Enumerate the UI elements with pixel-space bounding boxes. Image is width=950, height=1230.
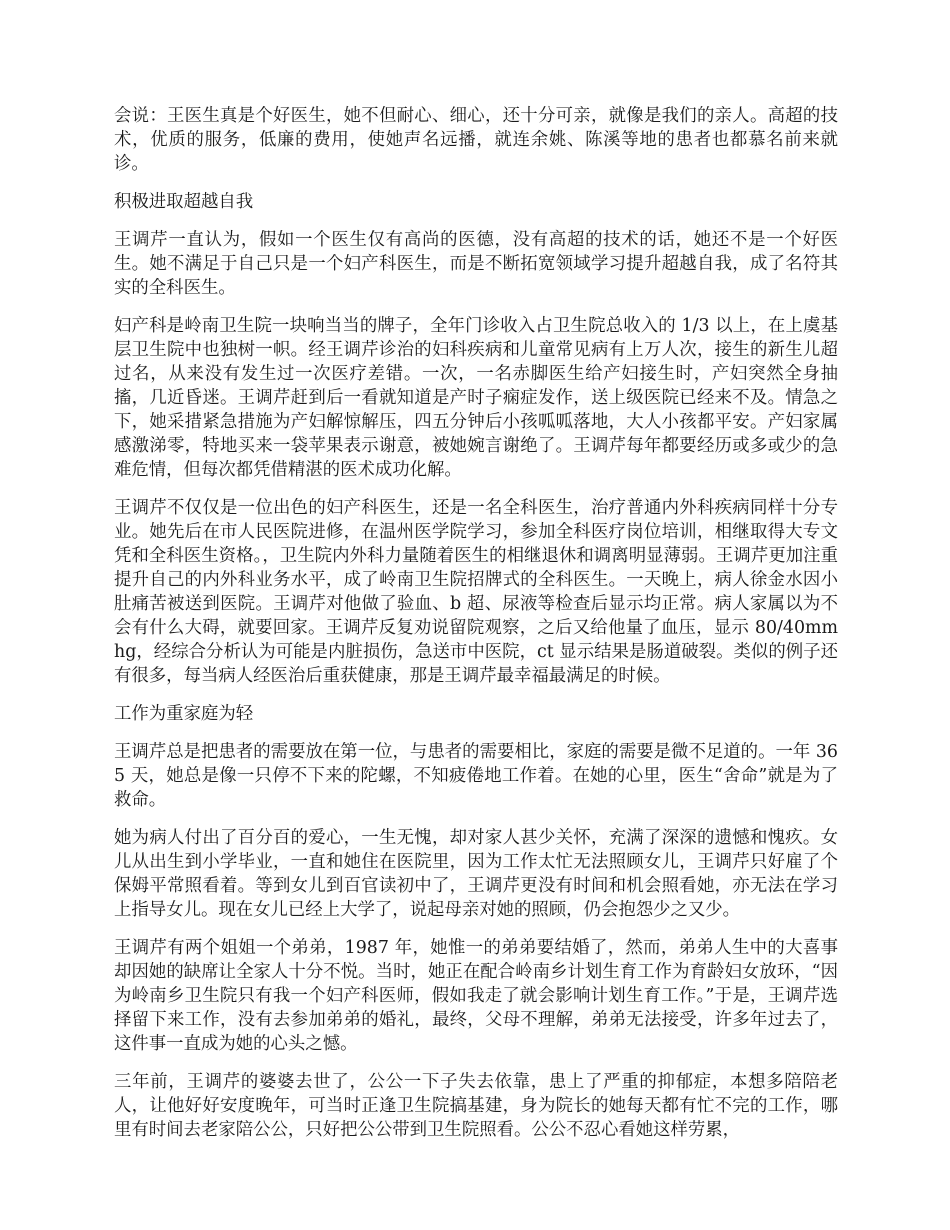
section-heading-self-improvement: 积极进取超越自我 — [114, 192, 254, 212]
paragraph-internal-medicine: 王调芹不仅仅是一位出色的妇产科医生，还是一名全科医生，治疗普通内外科疾病同样十分专业。她先后在市人民医院进修，在温州医学院学习，参加全科医疗岗位培训，相继取得大专文凭和全科医生资格。，卫生院内外科力量随着医生的相继退休和调离明显薄弱。王调芹更加注重提升自己的内外科业务水平，成了岭南卫生院招牌式的全科医生。一天晚上，病人徐金水因小肚痛苦被送到医院。王调芹对他做了验血、b 超、尿液等检查后显示均正常。病人家属以为不会有什么大碍，就要回家。王调芹反复劝说留院观察，之后又给他量了血压，显示 80/40mmhg，经综合分析认为可能是内脏损伤，急送市中医院，ct 显示结果是肠道破裂。类似的例子还有很多，每当病人经医治后重获健康，那是王调芹最幸福最满足的时候。 — [114, 498, 838, 686]
paragraph-daughter: 她为病人付出了百分百的爱心，一生无愧，却对家人甚少关怀，充满了深深的遗憾和愧疚。女儿从出生到小学毕业，一直和她住在医院里，因为工作太忙无法照顾女儿，王调芹只好雇了个保姆平常照看着。等到女儿到百官读初中了，王调芹更没有时间和机会照看她，亦无法在学习上指导女儿。现在女儿已经上大学了，说起母亲对她的照顾，仍会抱怨少之又少。 — [114, 828, 838, 920]
paragraph-father-in-law: 三年前，王调芹的婆婆去世了，公公一下子失去依靠，患上了严重的抑郁症，本想多陪陪老人，让他好好安度晚年，可当时正逢卫生院搞基建，身为院长的她每天都有忙不完的工作，哪里有时间去老家陪公公，只好把公公带到卫生院照看。公公不忍心看她这样劳累， — [114, 1072, 838, 1140]
section-heading-work-first: 工作为重家庭为轻 — [114, 704, 254, 724]
document-page — [114, 104, 838, 1156]
paragraph-patients-first: 王调芹总是把患者的需要放在第一位，与患者的需要相比，家庭的需要是微不足道的。一年 365 天，她总是像一只停不下来的陀螺，不知疲倦地工作着。在她的心里，医生“舍命”就是为了救命。 — [114, 742, 838, 810]
paragraph-brother-wedding: 王调芹有两个姐姐一个弟弟，1987 年，她惟一的弟弟要结婚了，然而，弟弟人生中的大喜事却因她的缺席让全家人十分不悦。当时，她正在配合岭南乡计划生育工作为育龄妇女放环，“因为岭南乡卫生院只有我一个妇产科医师，假如我走了就会影响计划生育工作。”于是，王调芹选择留下来工作，没有去参加弟弟的婚礼，最终，父母不理解，弟弟无法接受，许多年过去了，这件事一直成为她的心头之憾。 — [114, 938, 838, 1054]
paragraph-obstetrics: 妇产科是岭南卫生院一块响当当的牌子，全年门诊收入占卫生院总收入的 1/3 以上，在上虞基层卫生院中也独树一帜。经王调芹诊治的妇科疾病和儿童常见病有上万人次，接生的新生儿超过名，从来没有发生过一次医疗差错。一次，一名赤脚医生给产妇接生时，产妇突然全身抽搐，几近昏迷。王调芹赶到后一看就知道是产时子痫症发作，送上级医院已经来不及。情急之下，她采措紧急措施为产妇解惊解压，四五分钟后小孩呱呱落地，大人小孩都平安。产妇家属感激涕零，特地买来一袋苹果表示谢意，被她婉言谢绝了。王调芹每年都要经历或多或少的急难危情，但每次都凭借精湛的医术成功化解。 — [114, 316, 838, 480]
paragraph-general-practitioner: 王调芹一直认为，假如一个医生仅有高尚的医德，没有高超的技术的话，她还不是一个好医生。她不满足于自己只是一个妇产科医生，而是不断拓宽领域学习提升超越自我，成了名符其实的全科医生。 — [114, 230, 838, 298]
paragraph-praise: 会说：王医生真是个好医生，她不但耐心、细心，还十分可亲，就像是我们的亲人。高超的技术，优质的服务，低廉的费用，使她声名远播，就连余姚、陈溪等地的患者也都慕名前来就诊。 — [114, 106, 838, 174]
